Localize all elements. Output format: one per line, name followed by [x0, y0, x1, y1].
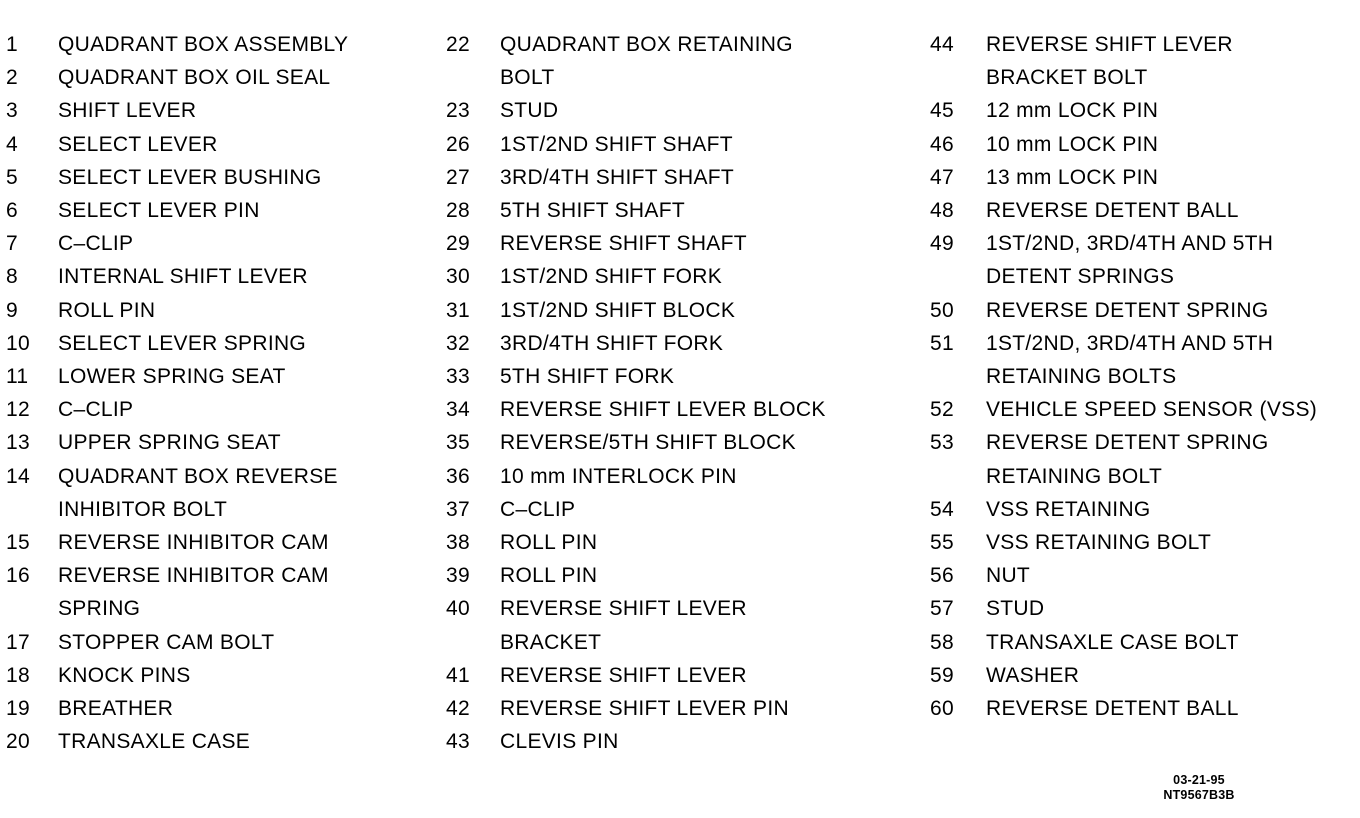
legend-item-label: CLEVIS PIN [500, 730, 619, 754]
legend-item-number: 15 [6, 531, 30, 555]
legend-item [6, 294, 426, 327]
legend-item-label: VEHICLE SPEED SENSOR (VSS) [986, 398, 1318, 422]
legend-item-label: REVERSE SHIFT SHAFT [500, 232, 747, 256]
legend-item-number: 17 [6, 630, 30, 654]
legend-item-label: REVERSE SHIFT LEVER BRACKET [500, 597, 747, 654]
legend-item [6, 94, 426, 127]
legend-item-label: TRANSAXLE CASE [58, 730, 251, 754]
legend-item [930, 526, 1355, 559]
legend-item [6, 360, 426, 393]
legend-item [930, 659, 1355, 692]
legend-item-label: BREATHER [58, 697, 174, 721]
legend-item-number: 29 [446, 232, 470, 256]
legend-item-label: 13 mm LOCK PIN [986, 165, 1159, 189]
legend-item-label: SELECT LEVER SPRING [58, 331, 307, 355]
legend-column-3 [930, 28, 1355, 725]
legend-item-label: VSS RETAINING [986, 497, 1151, 521]
legend-item [446, 493, 896, 526]
legend-item [6, 526, 426, 559]
parts-legend [0, 28, 1360, 768]
legend-item [446, 692, 896, 725]
legend-item-number: 12 [6, 398, 30, 422]
legend-item [446, 128, 896, 161]
legend-item-label: STOPPER CAM BOLT [58, 630, 275, 654]
legend-item [446, 161, 896, 194]
legend-item [6, 194, 426, 227]
legend-item-label: 12 mm LOCK PIN [986, 99, 1159, 123]
legend-item-number: 52 [930, 398, 954, 422]
legend-item-label: 1ST/2ND, 3RD/4TH AND 5TH DETENT SPRINGS [986, 232, 1274, 289]
legend-column-2 [446, 28, 896, 758]
legend-item [6, 559, 426, 625]
legend-item [930, 294, 1355, 327]
legend-item [446, 327, 896, 360]
legend-item-label: STUD [986, 597, 1045, 621]
legend-item-number: 45 [930, 99, 954, 123]
legend-item-label: QUADRANT BOX OIL SEAL [58, 66, 331, 90]
legend-item [446, 559, 896, 592]
legend-item-number: 43 [446, 730, 470, 754]
legend-item-number: 2 [6, 66, 18, 90]
legend-item-label: NUT [986, 564, 1031, 588]
legend-item [930, 426, 1355, 492]
legend-item-number: 18 [6, 663, 30, 687]
legend-item-label: REVERSE SHIFT LEVER BLOCK [500, 398, 826, 422]
legend-item [930, 493, 1355, 526]
reference-date: 03-21-95 [1173, 773, 1225, 787]
legend-item-label: STUD [500, 99, 559, 123]
legend-item-number: 53 [930, 431, 954, 455]
legend-item [446, 426, 896, 459]
legend-item-number: 30 [446, 265, 470, 289]
legend-item-number: 32 [446, 331, 470, 355]
legend-item [930, 626, 1355, 659]
legend-item [930, 128, 1355, 161]
legend-item [6, 393, 426, 426]
legend-item-number: 50 [930, 298, 954, 322]
legend-item-number: 28 [446, 199, 470, 223]
legend-item-label: INTERNAL SHIFT LEVER [58, 265, 308, 289]
legend-item-number: 31 [446, 298, 470, 322]
legend-item [446, 592, 896, 658]
legend-item-number: 40 [446, 597, 470, 621]
legend-item [446, 227, 896, 260]
legend-item-number: 49 [930, 232, 954, 256]
legend-item-number: 26 [446, 132, 470, 156]
legend-item [930, 194, 1355, 227]
legend-item-label: QUADRANT BOX REVERSE INHIBITOR BOLT [58, 464, 338, 521]
legend-item-number: 38 [446, 531, 470, 555]
legend-item-number: 54 [930, 497, 954, 521]
legend-item-number: 41 [446, 663, 470, 687]
legend-item-label: REVERSE SHIFT LEVER BRACKET BOLT [986, 33, 1233, 90]
legend-item [6, 692, 426, 725]
legend-item [930, 94, 1355, 127]
legend-item-label: SELECT LEVER PIN [58, 199, 260, 223]
legend-item-label: ROLL PIN [500, 531, 598, 555]
legend-item [446, 94, 896, 127]
legend-item-label: REVERSE INHIBITOR CAM [58, 531, 329, 555]
legend-item [6, 460, 426, 526]
legend-item-label: REVERSE INHIBITOR CAM SPRING [58, 564, 329, 621]
legend-item-number: 9 [6, 298, 18, 322]
legend-item [6, 260, 426, 293]
legend-column-1 [6, 28, 426, 758]
legend-item [446, 460, 896, 493]
legend-item [6, 626, 426, 659]
legend-item [446, 393, 896, 426]
legend-item-number: 20 [6, 730, 30, 754]
legend-item-number: 27 [446, 165, 470, 189]
legend-item-number: 34 [446, 398, 470, 422]
legend-item-number: 51 [930, 331, 954, 355]
legend-item-number: 60 [930, 697, 954, 721]
legend-item-label: C–CLIP [58, 398, 134, 422]
legend-item-number: 22 [446, 33, 470, 56]
reference-stamp [1134, 773, 1264, 803]
legend-item-label: 3RD/4TH SHIFT FORK [500, 331, 724, 355]
legend-item-number: 19 [6, 697, 30, 721]
legend-item-number: 7 [6, 232, 18, 256]
legend-item [930, 161, 1355, 194]
legend-item-number: 59 [930, 663, 954, 687]
legend-item-label: 10 mm LOCK PIN [986, 132, 1159, 156]
legend-item-label: TRANSAXLE CASE BOLT [986, 630, 1239, 654]
legend-item-number: 33 [446, 365, 470, 389]
legend-item-number: 46 [930, 132, 954, 156]
legend-item-label: ROLL PIN [500, 564, 598, 588]
legend-item-label: ROLL PIN [58, 298, 156, 322]
legend-item [930, 559, 1355, 592]
legend-item [930, 692, 1355, 725]
legend-item-label: REVERSE DETENT BALL [986, 199, 1239, 223]
legend-item-label: 1ST/2ND SHIFT FORK [500, 265, 723, 289]
legend-item-label: WASHER [986, 663, 1080, 687]
legend-item-label: 5TH SHIFT SHAFT [500, 199, 685, 223]
legend-item-label: SELECT LEVER [58, 132, 218, 156]
legend-item [930, 227, 1355, 293]
legend-item-label: REVERSE SHIFT LEVER [500, 663, 747, 687]
legend-item-label: 5TH SHIFT FORK [500, 365, 675, 389]
legend-item-number: 42 [446, 697, 470, 721]
legend-item-label: REVERSE DETENT SPRING [986, 298, 1269, 322]
legend-item-number: 48 [930, 199, 954, 223]
reference-code: NT9567B3B [1163, 788, 1235, 802]
legend-item-label: C–CLIP [500, 497, 576, 521]
legend-item-number: 47 [930, 165, 954, 189]
legend-item-number: 37 [446, 497, 470, 521]
legend-item-number: 57 [930, 597, 954, 621]
legend-item-number: 3 [6, 99, 18, 123]
legend-item-label: REVERSE DETENT SPRING RETAINING BOLT [986, 431, 1269, 488]
legend-item-number: 8 [6, 265, 18, 289]
legend-item-number: 6 [6, 199, 18, 223]
legend-item-number: 14 [6, 464, 30, 488]
legend-item-number: 1 [6, 33, 18, 56]
legend-item-number: 58 [930, 630, 954, 654]
legend-item [6, 28, 426, 61]
legend-item-label: VSS RETAINING BOLT [986, 531, 1212, 555]
legend-item-number: 10 [6, 331, 30, 355]
legend-item [6, 227, 426, 260]
legend-item-label: SHIFT LEVER [58, 99, 197, 123]
legend-item-number: 16 [6, 564, 30, 588]
legend-item [6, 161, 426, 194]
legend-item-number: 13 [6, 431, 30, 455]
legend-item [6, 725, 426, 758]
legend-item [446, 28, 896, 94]
legend-item-label: UPPER SPRING SEAT [58, 431, 281, 455]
legend-item-label: REVERSE/5TH SHIFT BLOCK [500, 431, 796, 455]
legend-item [446, 725, 896, 758]
legend-item [930, 28, 1355, 94]
legend-item [446, 659, 896, 692]
legend-item [6, 327, 426, 360]
legend-item [446, 260, 896, 293]
legend-item-label: SELECT LEVER BUSHING [58, 165, 322, 189]
legend-item [446, 194, 896, 227]
legend-item-number: 39 [446, 564, 470, 588]
legend-item-label: REVERSE SHIFT LEVER PIN [500, 697, 789, 721]
legend-item-label: REVERSE DETENT BALL [986, 697, 1239, 721]
legend-item [6, 426, 426, 459]
legend-item [446, 294, 896, 327]
legend-item-number: 35 [446, 431, 470, 455]
legend-item [930, 393, 1355, 426]
legend-item-label: 3RD/4TH SHIFT SHAFT [500, 165, 735, 189]
legend-item [446, 526, 896, 559]
legend-item-label: 1ST/2ND SHIFT SHAFT [500, 132, 733, 156]
legend-item [930, 327, 1355, 393]
legend-item [6, 659, 426, 692]
legend-item-label: QUADRANT BOX ASSEMBLY [58, 33, 349, 56]
legend-item-number: 4 [6, 132, 18, 156]
legend-item-label: 1ST/2ND SHIFT BLOCK [500, 298, 736, 322]
legend-item-label: KNOCK PINS [58, 663, 191, 687]
legend-item-number: 36 [446, 464, 470, 488]
legend-item-label: 10 mm INTERLOCK PIN [500, 464, 737, 488]
legend-item-number: 56 [930, 564, 954, 588]
legend-item-number: 23 [446, 99, 470, 123]
legend-item [6, 61, 426, 94]
legend-item-number: 44 [930, 33, 954, 56]
legend-item-label: 1ST/2ND, 3RD/4TH AND 5TH RETAINING BOLTS [986, 331, 1274, 389]
legend-item [446, 360, 896, 393]
legend-item [6, 128, 426, 161]
legend-item-label: C–CLIP [58, 232, 134, 256]
legend-item-label: LOWER SPRING SEAT [58, 365, 286, 389]
legend-item-label: QUADRANT BOX RETAINING BOLT [500, 33, 793, 90]
legend-item-number: 11 [6, 365, 29, 389]
legend-item-number: 55 [930, 531, 954, 555]
legend-item-number: 5 [6, 165, 18, 189]
legend-item [930, 592, 1355, 625]
